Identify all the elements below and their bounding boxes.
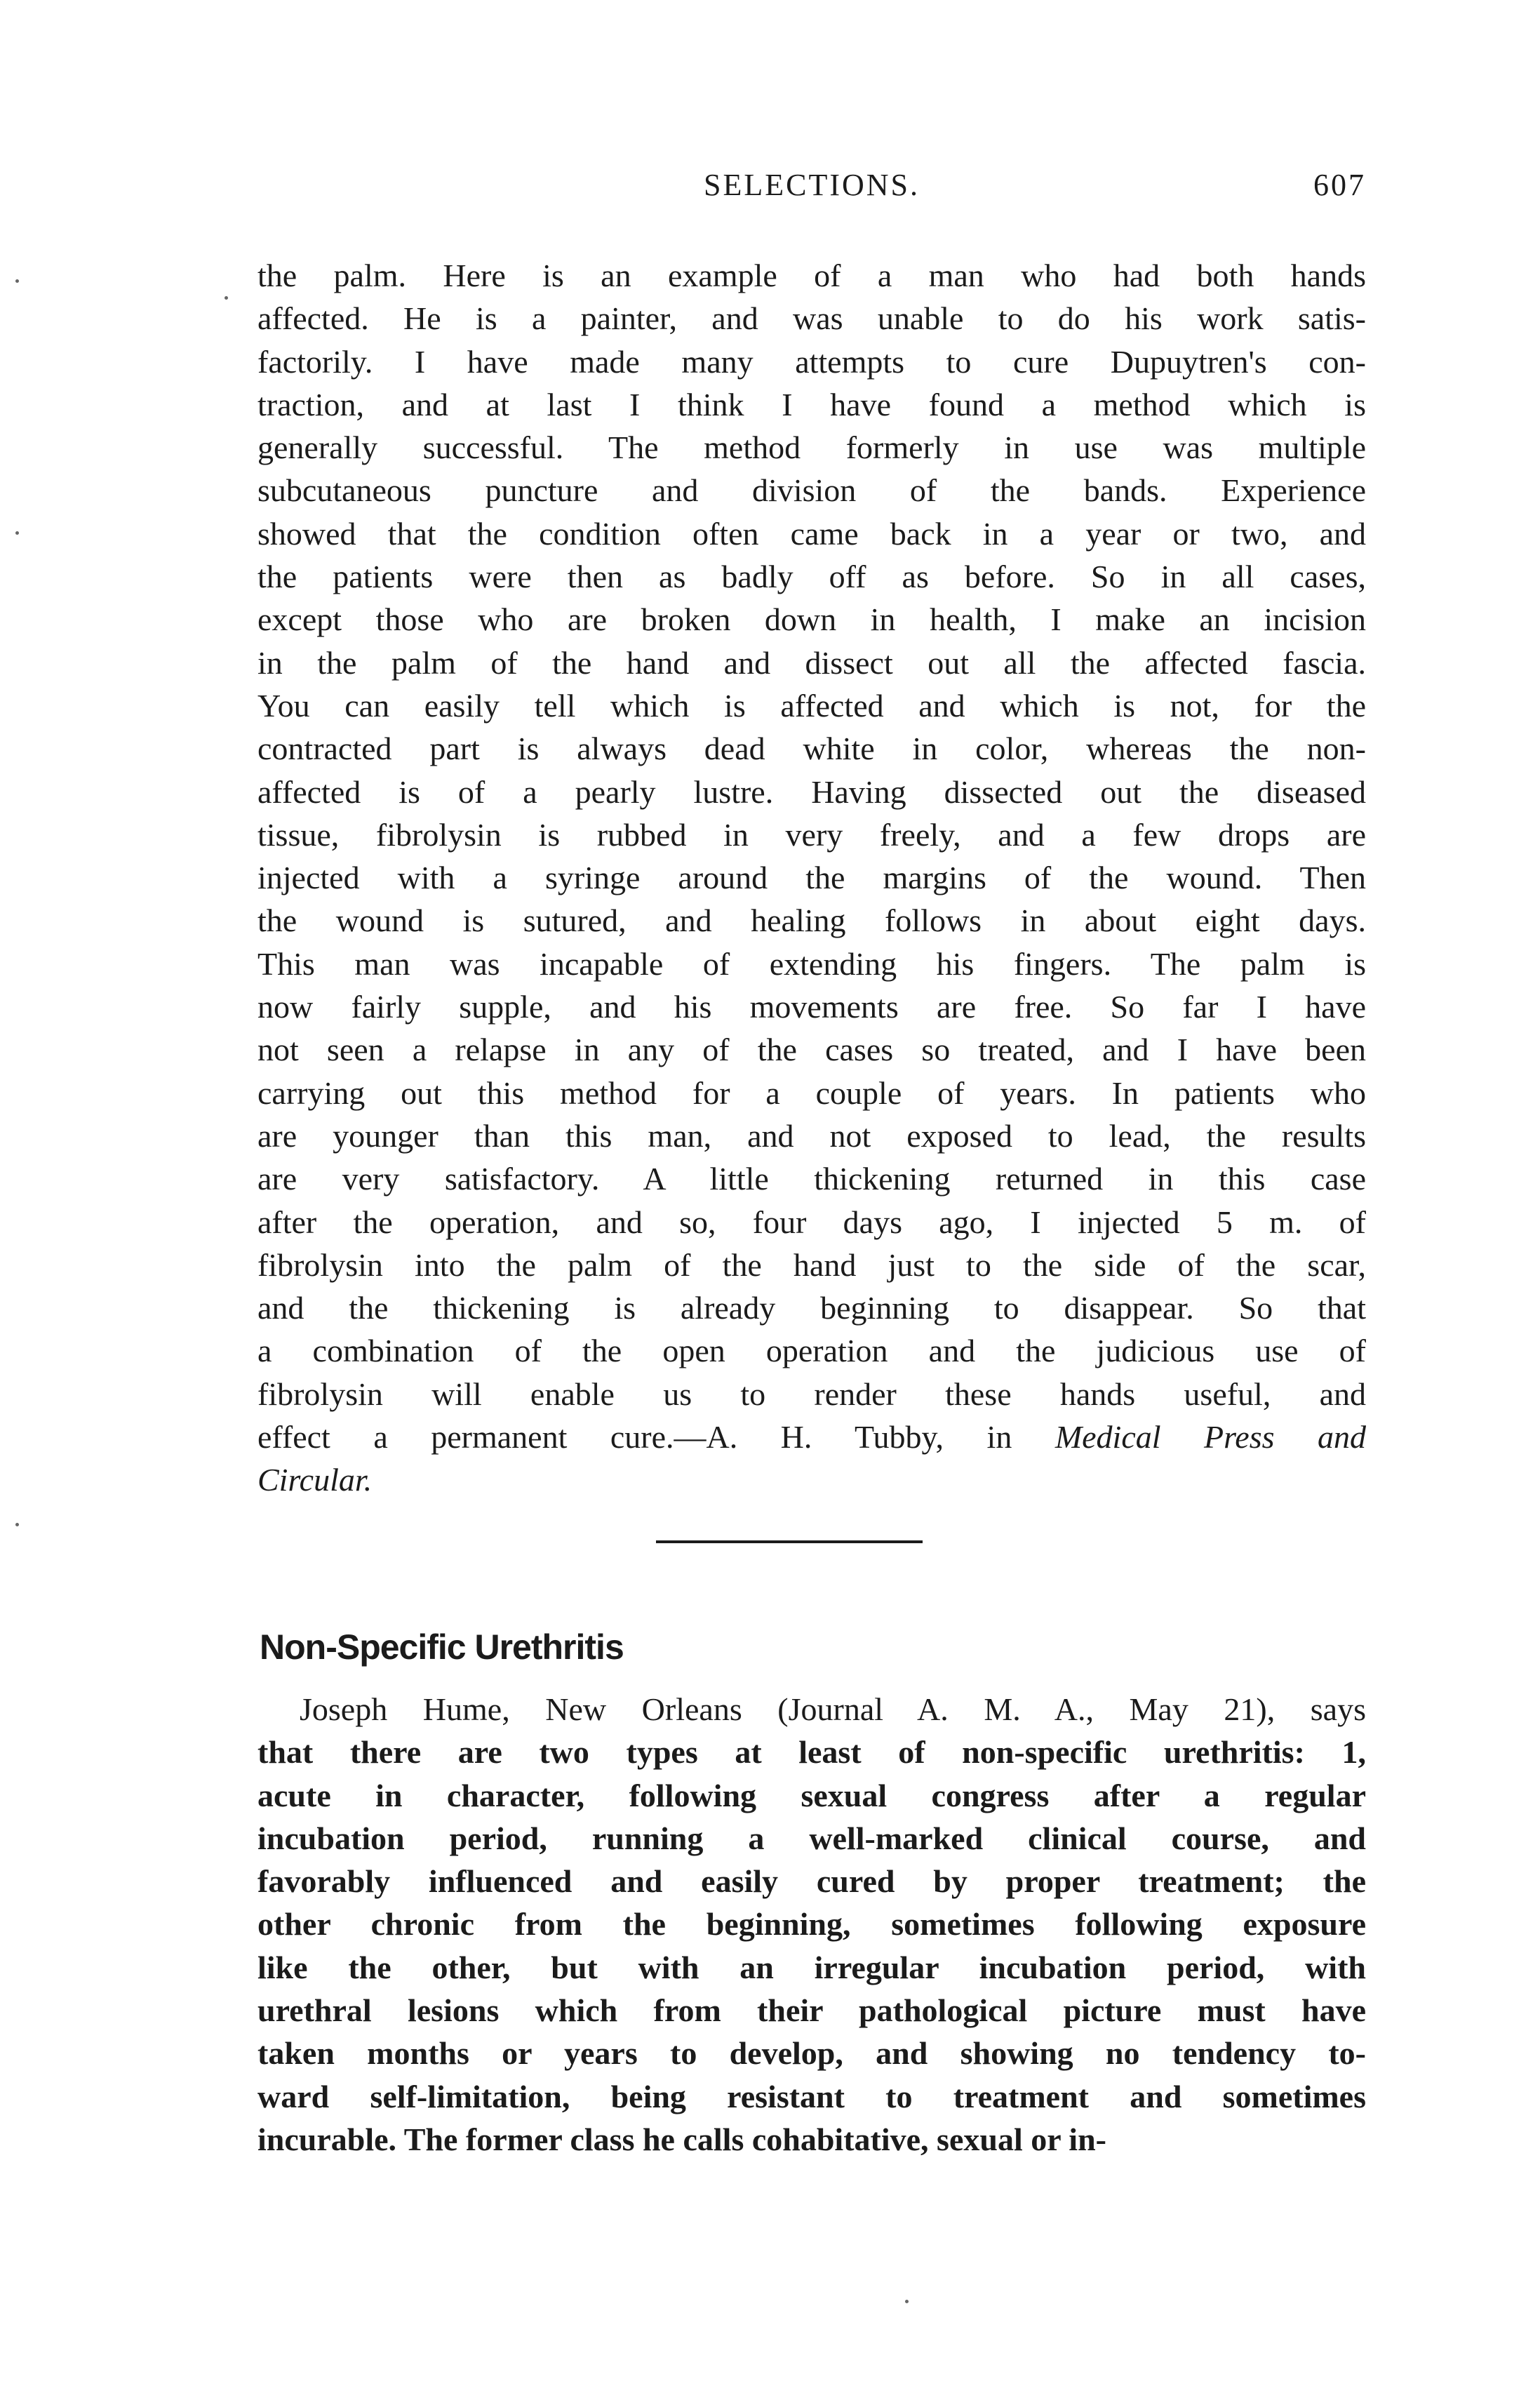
text-line: not seen a relapse in any of the cases so treated, and I have been [257,1032,1366,1068]
text-line: acute in character, following sexual congress after a regular [257,1777,1366,1813]
text-line-last [257,1458,1366,1501]
text-line: like the other, but with an irregular incubation period, with [257,1949,1366,1985]
text-line: showed that the condition often came back in a year or two, and [257,515,1366,552]
text-line: the palm. Here is an example of a man who had both hands [257,258,1366,293]
text-line: factorily. I have made many attempts to cure Dupuytren's con- [257,343,1366,380]
text-line: This man was incapable of extending his fingers. The palm is [257,945,1366,982]
text-line: affected. He is a painter, and was unable to do his work satis- [257,300,1366,337]
text-line: after the operation, and so, four days ago, I injected 5 m. of [257,1204,1366,1240]
text-line: affected is of a pearly lustre. Having dissected out the diseased [257,773,1366,810]
text-line: incubation period, running a well-marked clinical course, and [257,1820,1366,1856]
text-line: injected with a syringe around the margins of the wound. Then [257,860,1366,896]
text-line: the patients were then as badly off as before. So in all cases, [257,559,1366,595]
text-line: urethral lesions which from their pathological picture must have [257,1992,1366,2029]
scan-speck [905,2300,909,2303]
scan-speck [15,1523,19,1526]
text-line: taken months or years to develop, and showing no tendency to- [257,2035,1366,2072]
text-line: fibrolysin will enable us to render these hands useful, and [257,1375,1366,1412]
text-line: fibrolysin into the palm of the hand just to the side of the scar, [257,1246,1366,1283]
running-head [257,167,1366,209]
text-line: ward self-limitation, being resistant to treatment and sometimes [257,2078,1366,2114]
text-line: and the thickening is already beginning to disappear. So that [257,1290,1366,1326]
text-line: that there are two types at least of non-specific urethritis: 1, [257,1734,1366,1771]
paragraph-tubby [257,254,1366,1502]
text-line: now fairly supple, and his movements are free. So far I have [257,989,1366,1025]
text-line: favorably influenced and easily cured by proper treatment; the [257,1863,1366,1900]
text-line-citation [257,1415,1366,1458]
text-line: Joseph Hume, New Orleans (Journal A. M. A., May 21), says [300,1691,1366,1727]
text-line: carrying out this method for a couple of years. In patients who [257,1074,1366,1111]
text-line: are very satisfactory. A little thickening returned in this case [257,1161,1366,1197]
text-line: in the palm of the hand and dissect out all the affected fascia. [257,644,1366,681]
paragraph-hume [257,1688,1366,2161]
text-line: You can easily tell which is affected and which is not, for the [257,687,1366,724]
text-line: except those who are broken down in health, I make an incision [257,601,1366,638]
text-line: tissue, fibrolysin is rubbed in very freely, and a few drops are [257,816,1366,853]
text-line: traction, and at last I think I have found a method which is [257,386,1366,422]
text-line: are younger than this man, and not exposed to lead, the results [257,1117,1366,1154]
scan-speck [15,531,19,535]
text-line: contracted part is always dead white in color, whereas the non- [257,731,1366,767]
citation-source-end: Circular. [257,1462,373,1498]
section-heading: Non-Specific Urethritis [260,1627,624,1667]
text-line: generally successful. The method formerly in use was multiple [257,429,1366,466]
text-line: subcutaneous puncture and division of the bands. Experience [257,472,1366,509]
scan-speck [15,279,19,283]
scan-speck [225,296,228,300]
running-head-title: SELECTIONS. [704,168,920,202]
text-line: incurable. The former class he calls cohabitative, sexual or in- [257,2121,1106,2157]
section-divider [656,1540,923,1543]
page-number: 607 [1313,168,1366,202]
text-line: the wound is sutured, and healing follows in about eight days. [257,902,1366,939]
text-line: a combination of the open operation and the judicious use of [257,1333,1366,1369]
citation-text: effect a permanent cure.—A. H. Tubby, in [257,1419,1055,1455]
text-line: other chronic from the beginning, sometimes following exposure [257,1906,1366,1943]
citation-source: Medical Press and [1054,1419,1366,1455]
